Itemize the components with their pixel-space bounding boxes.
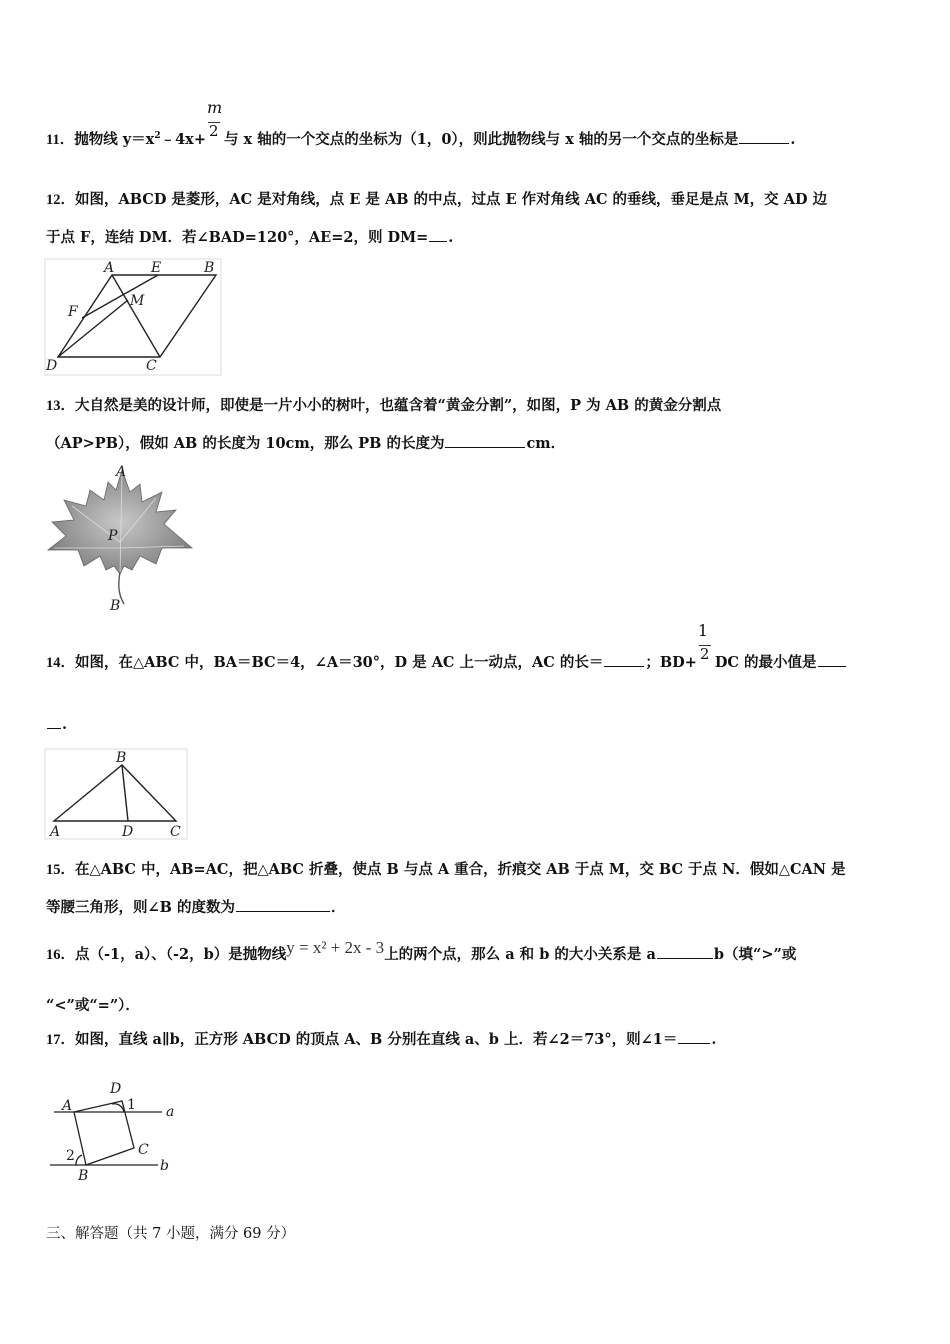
label-b: B [116, 750, 127, 766]
label-angle-1: 1 [127, 1097, 136, 1113]
triangle-abc [54, 765, 176, 821]
question-17 [46, 1028, 716, 1049]
question-number: 12． [46, 192, 75, 208]
q11-mid: ﹣4x+ [160, 131, 206, 148]
q13-end: cm． [526, 435, 566, 452]
q12-line1: 如图，ABCD 是菱形，AC 是对角线，点 E 是 AB 的中点，过点 E 作对角线 AC 的垂线，垂足是点 M，交 AD 边 [75, 191, 828, 208]
fraction-numerator: m [206, 98, 223, 117]
angle-1-arc [112, 1104, 124, 1112]
q14-mid: ；BD+ [645, 654, 697, 671]
label-a: A [62, 1098, 73, 1114]
question-14-line2 [46, 716, 67, 733]
square-parallel-lines-figure [44, 1076, 184, 1186]
label-line-b: b [160, 1158, 169, 1174]
q14-post: DC 的最小值是 [714, 654, 817, 671]
fraction-denominator: 2 [699, 645, 710, 663]
label-b: B [78, 1168, 89, 1184]
section-heading [46, 1222, 295, 1243]
label-d: D [122, 824, 134, 840]
q15-line1: 在△ABC 中，AB=AC，把△ABC 折叠，使点 B 与点 A 重合，折痕交 AB 于点 M，交 BC 于点 N．假如△CAN 是 [75, 861, 846, 878]
label-c: C [146, 358, 157, 374]
answer-blank [678, 1042, 710, 1044]
q11-post: 与 x 轴的一个交点的坐标为（1，0），则此抛物线与 x 轴的另一个交点的坐标是 [223, 131, 739, 148]
maple-leaf-figure [44, 462, 196, 614]
parabola-equation: y = x² + 2x - 3 [286, 938, 385, 957]
answer-blank [604, 665, 644, 667]
label-a: A [116, 464, 127, 480]
question-number: 11． [46, 132, 75, 148]
label-a: A [104, 260, 115, 276]
answer-blank [236, 910, 330, 912]
q16-post: 上的两个点，那么 a 和 b 的大小关系是 a [384, 946, 656, 963]
label-c: C [138, 1142, 149, 1158]
question-12-line2 [46, 226, 453, 247]
q16-post2: b（填“>”或 [713, 946, 797, 963]
q17-end: . [711, 1031, 717, 1048]
segment-bd [122, 765, 128, 821]
q17-text: 如图，直线 a∥b，正方形 ABCD 的顶点 A、B 分别在直线 a、b 上．若∠2＝73°，则∠1＝ [75, 1031, 678, 1048]
label-angle-2: 2 [66, 1148, 75, 1164]
q12-line2: 于点 F，连结 DM．若∠BAD=120°，AE=2，则 DM= [46, 229, 429, 246]
q15-line2: 等腰三角形，则∠B 的度数为 [46, 899, 235, 916]
question-11 [46, 98, 796, 149]
q11-pre: 抛物线 y＝x [74, 131, 155, 148]
fraction-1-over-2 [697, 621, 713, 667]
question-number: 13． [46, 398, 75, 414]
question-15-line2 [46, 896, 345, 917]
question-14 [46, 621, 847, 672]
answer-blank-continued [47, 727, 61, 729]
question-13 [46, 394, 721, 415]
question-number: 15． [46, 862, 75, 878]
triangle-figure [44, 748, 188, 840]
label-m: M [130, 293, 145, 309]
fraction-m-over-2 [206, 98, 223, 144]
answer-blank [445, 446, 525, 448]
q14-end: . [62, 716, 68, 733]
section-title: 三、解答题（共 7 小题，满分 69 分） [46, 1226, 296, 1242]
rhombus-figure [44, 258, 224, 378]
question-16-line2 [46, 994, 140, 1015]
q16-pre: 点（-1，a）、（-2，b）是抛物线 [75, 946, 287, 963]
answer-blank [818, 665, 846, 667]
answer-blank [739, 142, 789, 144]
label-line-a: a [166, 1104, 175, 1120]
question-15 [46, 858, 846, 879]
label-b: B [204, 260, 215, 276]
label-e: E [151, 260, 162, 276]
fraction-denominator: 2 [208, 122, 219, 140]
label-f: F [68, 304, 78, 320]
q11-sup: 2 [154, 131, 161, 142]
answer-blank [429, 240, 447, 242]
q15-end: ． [330, 899, 346, 916]
question-13-line2 [46, 432, 565, 453]
label-c: C [170, 824, 181, 840]
question-number: 17． [46, 1032, 75, 1048]
square-abcd [74, 1101, 134, 1165]
q16-line2: “<”或“=”）． [46, 997, 140, 1014]
fraction-numerator: 1 [697, 621, 709, 640]
q13-line2: （AP>PB），假如 AB 的长度为 10cm，那么 PB 的长度为 [46, 435, 445, 452]
question-12 [46, 188, 827, 209]
label-p: P [108, 528, 118, 544]
question-16 [46, 938, 797, 964]
q14-pre: 如图，在△ABC 中，BA＝BC＝4，∠A＝30°，D 是 AC 上一动点，AC 的长＝ [75, 654, 604, 671]
segment-ef [82, 275, 158, 318]
q13-line1: 大自然是美的设计师，即使是一片小小的树叶，也蕴含着“黄金分割”，如图，P 为 AB 的黄金分割点 [75, 397, 722, 414]
angle-2-arc [76, 1155, 82, 1165]
label-a: A [50, 824, 61, 840]
label-d: D [46, 358, 58, 374]
label-d: D [110, 1081, 122, 1097]
label-b: B [110, 598, 121, 614]
question-number: 16． [46, 947, 75, 963]
q12-end: . [448, 229, 454, 246]
question-number: 14． [46, 655, 75, 671]
answer-blank [657, 957, 713, 959]
q11-end: . [790, 131, 796, 148]
